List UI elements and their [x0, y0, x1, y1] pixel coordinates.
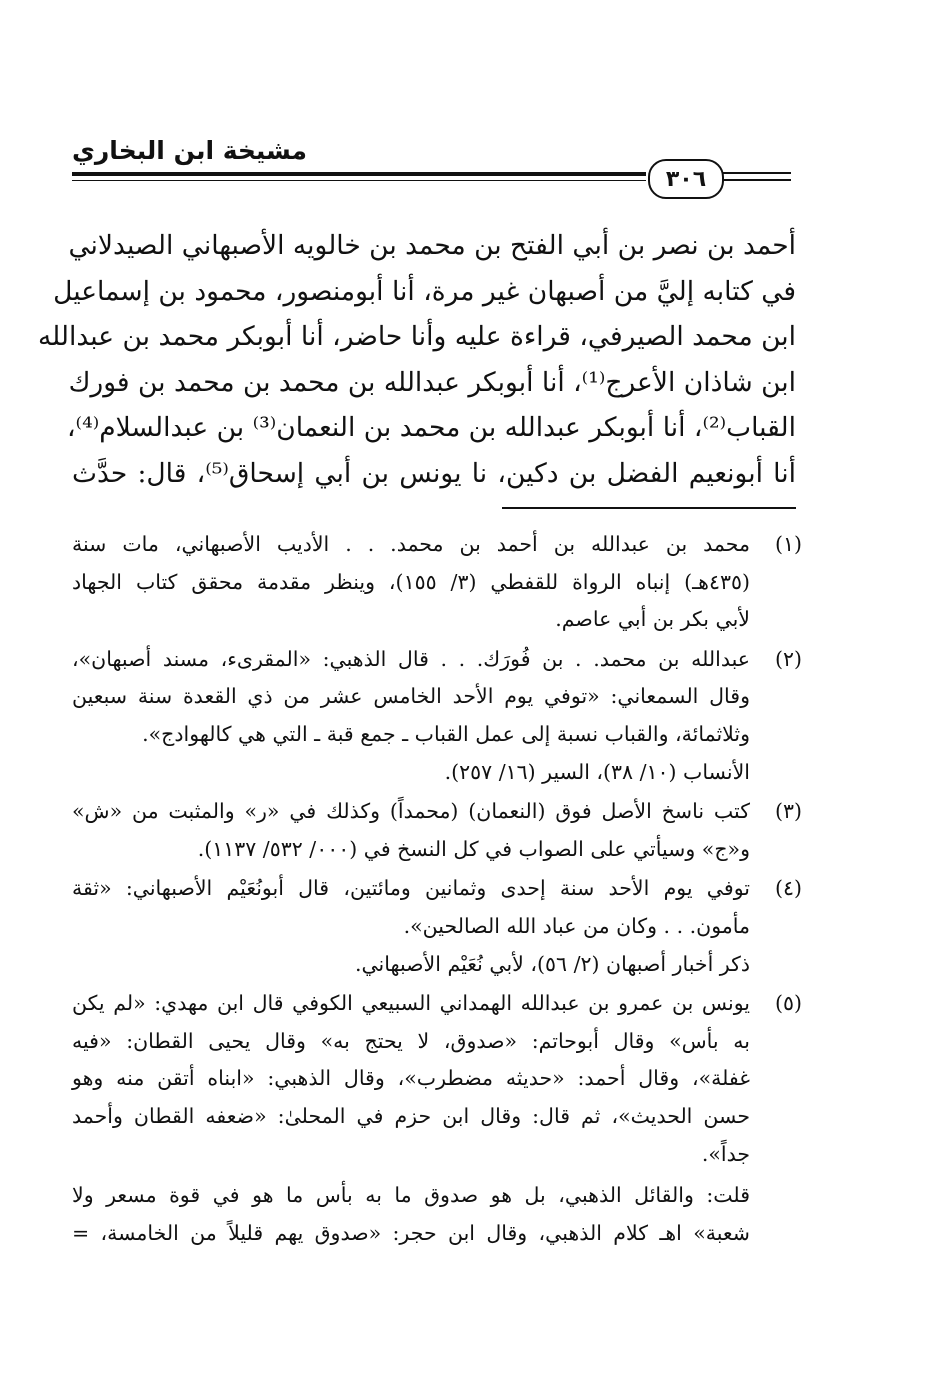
- footnote-continuation-line: شعبة» اهـ كلام الذهبي، وقال ابن حجر: «صدوق يهم قليلاً من الخامسة، =: [72, 1220, 750, 1245]
- footnote-line: مأمون. . . وكان من عباد الله الصالحين».: [403, 913, 750, 938]
- footnote-line: غفلة»، وقال أحمد: «حديثه مضطرب»، وقال الذهبي: «ابناه أتقن منه وهو: [72, 1066, 750, 1091]
- footnote-line: يونس بن عمرو بن عبدالله الهمداني السبيعي الكوفي قال ابن مهدي: «لم يكن: [72, 991, 750, 1016]
- header-rule-thin: [72, 180, 646, 181]
- footnote-line: توفي يوم الأحد سنة إحدى وثمانين ومائتين، قال أبونُعَيْم الأصبهاني: «ثقة: [72, 876, 750, 901]
- header-rule-right: [722, 172, 791, 174]
- main-text-line: في كتابه إليَّ من أصبهان غير مرة، أنا أبومنصور، محمود بن إسماعيل: [53, 275, 796, 307]
- footnote-line: الأنساب (١٠/ ٣٨)، السير (١٦/ ٢٥٧).: [444, 759, 750, 784]
- book-title: مشيخة ابن البخاري: [72, 136, 308, 165]
- footnote-line: لأبي بكر بن أبي عاصم.: [555, 607, 750, 632]
- footnote-continuation-line: قلت: والقائل الذهبي، بل هو صدوق ما به بأس ما هو في قوة مسعر ولا: [72, 1183, 750, 1208]
- footnote-1: [72, 526, 802, 639]
- footnote-2: [72, 641, 802, 791]
- footnote-separator: [502, 507, 796, 509]
- footnote-line: وثلاثمائة، والقباب نسبة إلى عمل القباب ـ جمع قبة ـ التي هي كالهوادج».: [142, 721, 750, 746]
- footnote-line: و«ج» وسيأتي على الصواب في كل النسخ في (٠٠٠/ ٥٣٢/ ١١٣٧).: [197, 836, 750, 861]
- footnote-3: [72, 793, 802, 868]
- main-text-line: ابن شاذان الأعرج⁽¹⁾، أنا أبوبكر عبدالله بن محمد بن محمد بن فورك: [68, 366, 796, 398]
- page-number-text: ٣٠٦: [665, 166, 707, 192]
- footnote-number: (١): [774, 532, 802, 556]
- main-text-line: أحمد بن نصر بن أبي الفتح بن محمد بن خالويه الأصبهاني الصيدلاني: [68, 230, 796, 261]
- footnote-5: [72, 985, 802, 1252]
- footnote-line: جداً».: [701, 1141, 750, 1166]
- footnote-4: [72, 870, 802, 983]
- footnote-line: (٤٣٥هـ) إنباه الرواة للقفطي (٣/ ١٥٥)، وينظر مقدمة محقق كتاب الجهاد: [72, 569, 750, 594]
- header-rule-right-2: [722, 179, 791, 181]
- footnote-line: حسن الحديث»، ثم قال: وقال ابن حزم في المحلىٰ: «ضعفه القطان وأحمد: [72, 1103, 750, 1128]
- main-text-line: القباب⁽²⁾، أنا أبوبكر عبدالله بن محمد بن النعمان⁽³⁾ بن عبدالسلام⁽⁴⁾،: [67, 412, 796, 443]
- footnotes: [72, 526, 802, 1254]
- footnote-line: وقال السمعاني: «توفي يوم الأحد الخامس عشر من ذي القعدة سنة سبعين: [72, 684, 750, 709]
- main-text-line: أنا أبونعيم الفضل بن دكين، نا يونس بن أبي إسحاق⁽⁵⁾، قال: حدَّث: [72, 457, 796, 489]
- footnote-number: (٥): [774, 991, 802, 1016]
- footnote-number: (٤): [774, 876, 802, 901]
- footnote-line: ذكر أخبار أصبهان (٢/ ٥٦)، لأبي نُعَيْم الأصبهاني.: [354, 951, 750, 976]
- footnote-line: عبدالله بن محمد. . بن فُورَك. . . قال الذهبي: «المقرىء، مسند أصبهان»،: [72, 646, 750, 671]
- main-text-line: ابن محمد الصيرفي، قراءة عليه وأنا حاضر، أنا أبوبكر محمد بن عبدالله: [37, 321, 796, 352]
- footnote-line: محمد بن عبدالله بن أحمد بن محمد. . . الأديب الأصبهاني، مات سنة: [72, 532, 750, 556]
- footnote-number: (٣): [774, 799, 802, 824]
- footnote-line: به بأس» وقال أبوحاتم: «صدوق، لا يحتج به» وقال يحيى القطان: «فيه: [72, 1028, 750, 1053]
- page-number: [648, 159, 724, 199]
- footnote-number: (٢): [774, 646, 802, 671]
- header-rule: [72, 172, 646, 176]
- main-text: [37, 223, 796, 496]
- footnote-line: كتب ناسخ الأصل فوق (النعمان) (محمداً) وكذلك في «ر» والمثبت من «ش»: [72, 799, 750, 824]
